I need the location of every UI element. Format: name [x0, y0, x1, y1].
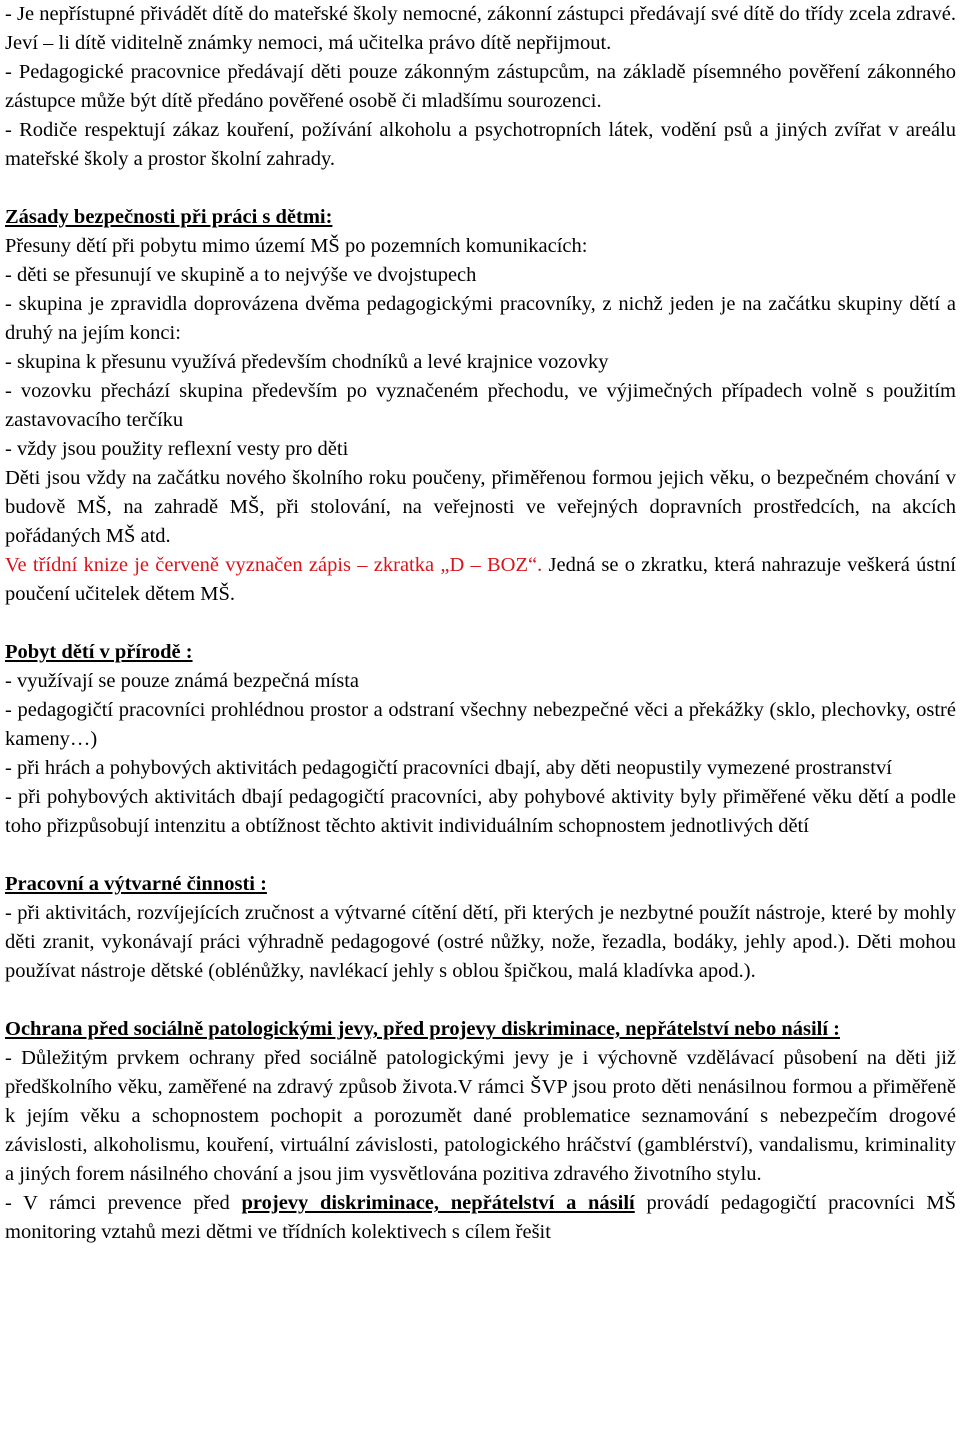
spacer: [5, 609, 956, 638]
safety-line-1: Přesuny dětí při pobytu mimo území MŠ po pozemních komunikacích:: [5, 235, 588, 257]
nature-line-1: - využívají se pouze známá bezpečná místa: [5, 670, 360, 692]
safety-line-5: - vozovku přechází skupina především po vyznačeném přechodu, ve výjimečných případech volně s použitím zastavovacího terčíku: [5, 380, 956, 431]
safety-line-3: - skupina je zpravidla doprovázena dvěma pedagogickými pracovníky, z nichž jeden je na začátku skupiny dětí a druhý na jejím konci:: [5, 293, 956, 344]
protection-text-2: [5, 1189, 956, 1247]
note-rest: Jedná se o zkratku, která nahrazuje veškerá ústní poučení učitelek dětem MŠ.: [5, 554, 956, 605]
protection-text-2-bold: projevy diskriminace, nepřátelství a násilí: [241, 1192, 635, 1214]
spacer: [5, 986, 956, 1015]
intro-paragraph-1: - Je nepřístupné přivádět dítě do mateřské školy nemocné, zákonní zástupci předávají své dítě do třídy zcela zdravé. Jeví – li dítě viditelně známky nemoci, má učitelka právo dítě nepřijmout.: [5, 3, 956, 54]
safety-heading: Zásady bezpečnosti při práci s dětmi:: [5, 206, 333, 228]
safety-line-4: - skupina k přesunu využívá především chodníků a levé krajnice vozovky: [5, 351, 609, 373]
nature-heading: Pobyt dětí v přírodě :: [5, 641, 193, 663]
intro-paragraph-3: - Rodiče respektují zákaz kouření, požívání alkoholu a psychotropních látek, vodění psů a jiných zvířat v areálu mateřské školy a prostor školní zahrady.: [5, 119, 956, 170]
safety-line-6: - vždy jsou použity reflexní vesty pro děti: [5, 438, 349, 460]
protection-text-2-start: - V rámci prevence před: [5, 1192, 242, 1214]
nature-line-4: - při pohybových aktivitách dbají pedagogičtí pracovníci, aby pohybové aktivity byly přiměřené věku dětí a podle toho přizpůsobují intenzitu a obtížnost těchto aktivit individuálním schopnostem jednotlivých dětí: [5, 786, 956, 837]
protection-text-2-end: provádí pedagogičtí pracovníci MŠ monitoring vztahů mezi dětmi ve třídních kolektivech s cílem řešit: [5, 1192, 956, 1243]
safety-note: [5, 551, 956, 609]
crafts-text: - při aktivitách, rozvíjejících zručnost a výtvarné cítění dětí, při kterých je nezbytné použít nástroje, které by mohly děti zranit, vykonávají práci výhradně pedagogové (ostré nůžky, nože, řezadla, bodáky, jehly apod.). Děti mohou používat nástroje dětské (oblénůžky, navlékací jehly s oblou špičkou, malá kladívka apod.).: [5, 902, 956, 982]
protection-text-1: - Důležitým prvkem ochrany před sociálně patologickými jevy je i výchovně vzdělávací působení na děti již předškolního věku, zaměřené na zdravý způsob života.V rámci ŠVP jsou proto děti nenásilnou formou a přiměřeně k jejím věku a schopnostem pochopit a porozumět dané problematice seznamování s nebezpečím drogové závislosti, alkoholismu, kouření, virtuální závislosti, patologického hráčství (gamblérství), vandalismu, kriminality a jiných forem násilného chování a jsou jim vysvětlována pozitiva zdravého životního stylu.: [5, 1047, 956, 1185]
nature-line-2: - pedagogičtí pracovníci prohlédnou prostor a odstraní všechny nebezpečné věci a překážky (sklo, plechovky, ostré kameny…): [5, 699, 956, 750]
nature-line-3: - při hrách a pohybových aktivitách pedagogičtí pracovníci dbají, aby děti neopustily vymezené prostranství: [5, 757, 892, 779]
spacer: [5, 174, 956, 203]
red-note: Ve třídní knize je červeně vyznačen zápis – zkratka „D – BOZ“.: [5, 554, 543, 576]
spacer: [5, 841, 956, 870]
intro-paragraph-2: - Pedagogické pracovnice předávají děti pouze zákonným zástupcům, na základě písemného pověření zákonného zástupce může být dítě předáno pověřené osobě či mladšímu sourozenci.: [5, 61, 956, 112]
protection-heading: Ochrana před sociálně patologickými jevy, před projevy diskriminace, nepřátelství nebo násilí :: [5, 1018, 840, 1040]
crafts-heading: Pracovní a výtvarné činnosti :: [5, 873, 267, 895]
safety-line-2: - děti se přesunují ve skupině a to nejvýše ve dvojstupech: [5, 264, 477, 286]
safety-line-7: Děti jsou vždy na začátku nového školního roku poučeny, přiměřenou formou jejich věku, o bezpečném chování v budově MŠ, na zahradě MŠ, při stolování, na veřejnosti ve veřejných dopravních prostředcích, na akcích pořádaných MŠ atd.: [5, 467, 956, 547]
